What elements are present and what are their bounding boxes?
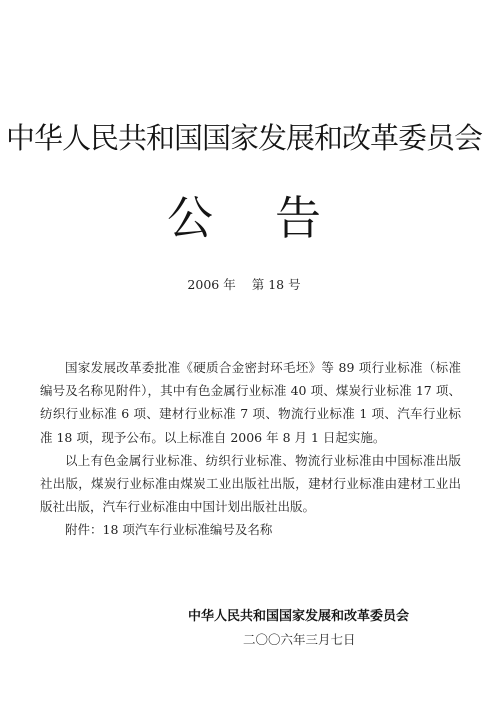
agency-title: 中华人民共和国国家发展和改革委员会 (5, 121, 482, 155)
body-paragraph: 以上有色金属行业标准、纺织行业标准、物流行业标准由中国标准出版社出版，煤炭行业标准由煤炭工业出版社出版，建材行业标准由建材工业出版社出版，汽车行业标准由中国计划出版社出版。 (40, 452, 461, 515)
notice-title: 公告 (167, 191, 383, 245)
signature-date: 二〇〇六年三月七日 (243, 632, 356, 647)
notice-body (40, 356, 461, 542)
issue-number: 第 18 号 (251, 277, 301, 292)
body-paragraph: 国家发展改革委批准《硬质合金密封环毛坯》等 89 项行业标准（标准编号及名称见附件），其中有色金属行业标准 40 项、煤炭行业标准 17 项、纺织行业标准 6 项、建材行业标准 7 项、物流行业标准 1 项、汽车行业标准 18 项，现予公布。以上标准自 2006 年 8 月 1 日起实施。 (40, 360, 461, 445)
issue-year: 2006 年 (187, 277, 236, 292)
issue-line (0, 277, 488, 293)
signature-agency: 中华人民共和国国家发展和改革委员会 (188, 609, 410, 624)
attachment-line: 附件：18 项汽车行业标准编号及名称 (65, 522, 273, 538)
